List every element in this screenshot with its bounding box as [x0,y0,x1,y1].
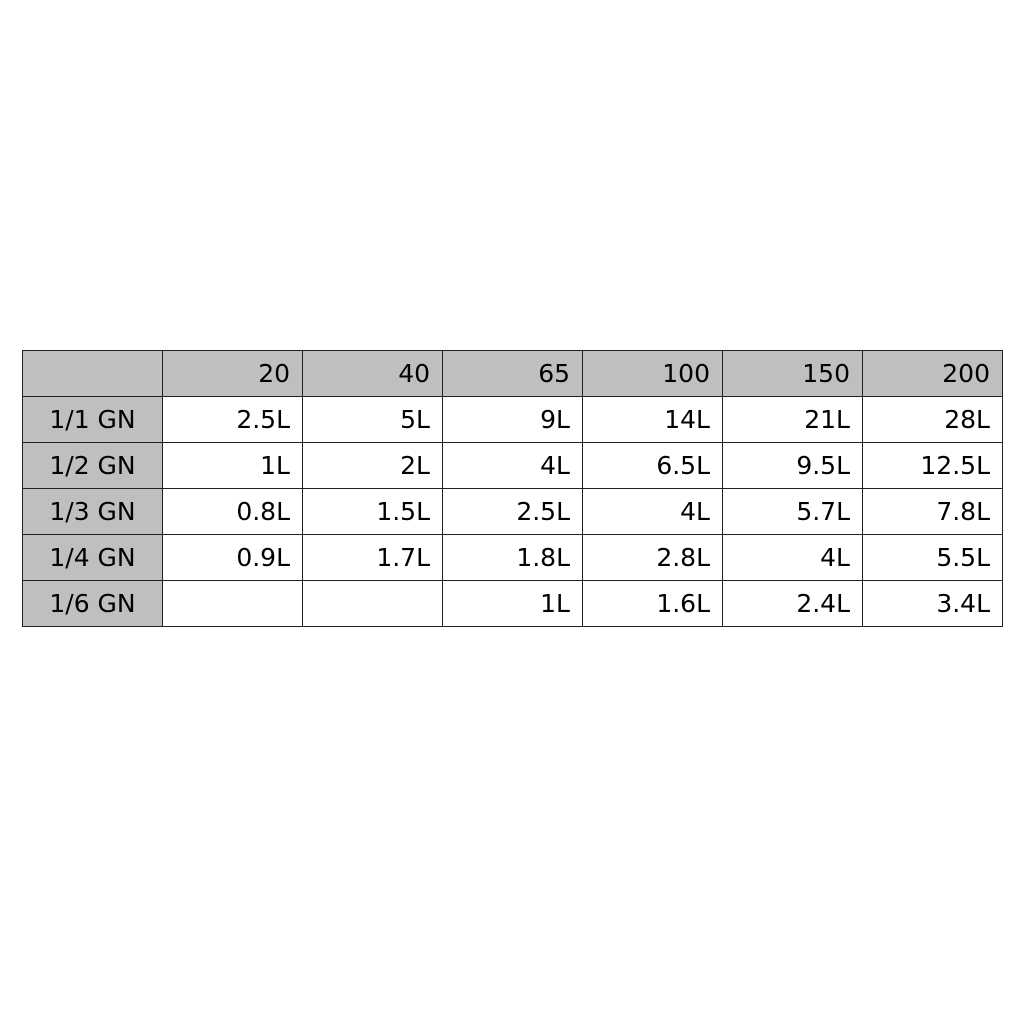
cell-1-3-gn-100: 4L [583,489,723,535]
cell-1-2-gn-65: 4L [443,443,583,489]
table-row [23,397,1003,443]
cell-1-3-gn-65: 2.5L [443,489,583,535]
cell-1-3-gn-150: 5.7L [723,489,863,535]
row-header-1-4-gn: 1/4 GN [23,535,163,581]
cell-1-6-gn-20 [163,581,303,627]
cell-1-4-gn-100: 2.8L [583,535,723,581]
cell-1-4-gn-65: 1.8L [443,535,583,581]
cell-1-2-gn-150: 9.5L [723,443,863,489]
cell-1-2-gn-200: 12.5L [863,443,1003,489]
cell-1-1-gn-20: 2.5L [163,397,303,443]
cell-1-3-gn-20: 0.8L [163,489,303,535]
gn-capacity-table [22,350,1003,627]
cell-1-6-gn-65: 1L [443,581,583,627]
cell-1-2-gn-40: 2L [303,443,443,489]
gn-capacity-table-container [22,350,1003,627]
cell-1-4-gn-40: 1.7L [303,535,443,581]
column-header-65: 65 [443,351,583,397]
cell-1-6-gn-150: 2.4L [723,581,863,627]
row-header-1-1-gn: 1/1 GN [23,397,163,443]
cell-1-4-gn-150: 4L [723,535,863,581]
row-header-1-2-gn: 1/2 GN [23,443,163,489]
cell-1-2-gn-100: 6.5L [583,443,723,489]
table-row [23,535,1003,581]
table-header [23,351,1003,397]
cell-1-1-gn-40: 5L [303,397,443,443]
table-row [23,581,1003,627]
column-header-200: 200 [863,351,1003,397]
table-row [23,489,1003,535]
cell-1-1-gn-150: 21L [723,397,863,443]
cell-1-4-gn-200: 5.5L [863,535,1003,581]
table-body [23,397,1003,627]
cell-1-6-gn-40 [303,581,443,627]
cell-1-2-gn-20: 1L [163,443,303,489]
column-header-20: 20 [163,351,303,397]
table-corner-cell [23,351,163,397]
cell-1-3-gn-200: 7.8L [863,489,1003,535]
table-header-row [23,351,1003,397]
cell-1-4-gn-20: 0.9L [163,535,303,581]
column-header-100: 100 [583,351,723,397]
column-header-150: 150 [723,351,863,397]
cell-1-3-gn-40: 1.5L [303,489,443,535]
cell-1-1-gn-200: 28L [863,397,1003,443]
row-header-1-3-gn: 1/3 GN [23,489,163,535]
cell-1-6-gn-200: 3.4L [863,581,1003,627]
cell-1-1-gn-100: 14L [583,397,723,443]
cell-1-1-gn-65: 9L [443,397,583,443]
column-header-40: 40 [303,351,443,397]
row-header-1-6-gn: 1/6 GN [23,581,163,627]
table-row [23,443,1003,489]
cell-1-6-gn-100: 1.6L [583,581,723,627]
